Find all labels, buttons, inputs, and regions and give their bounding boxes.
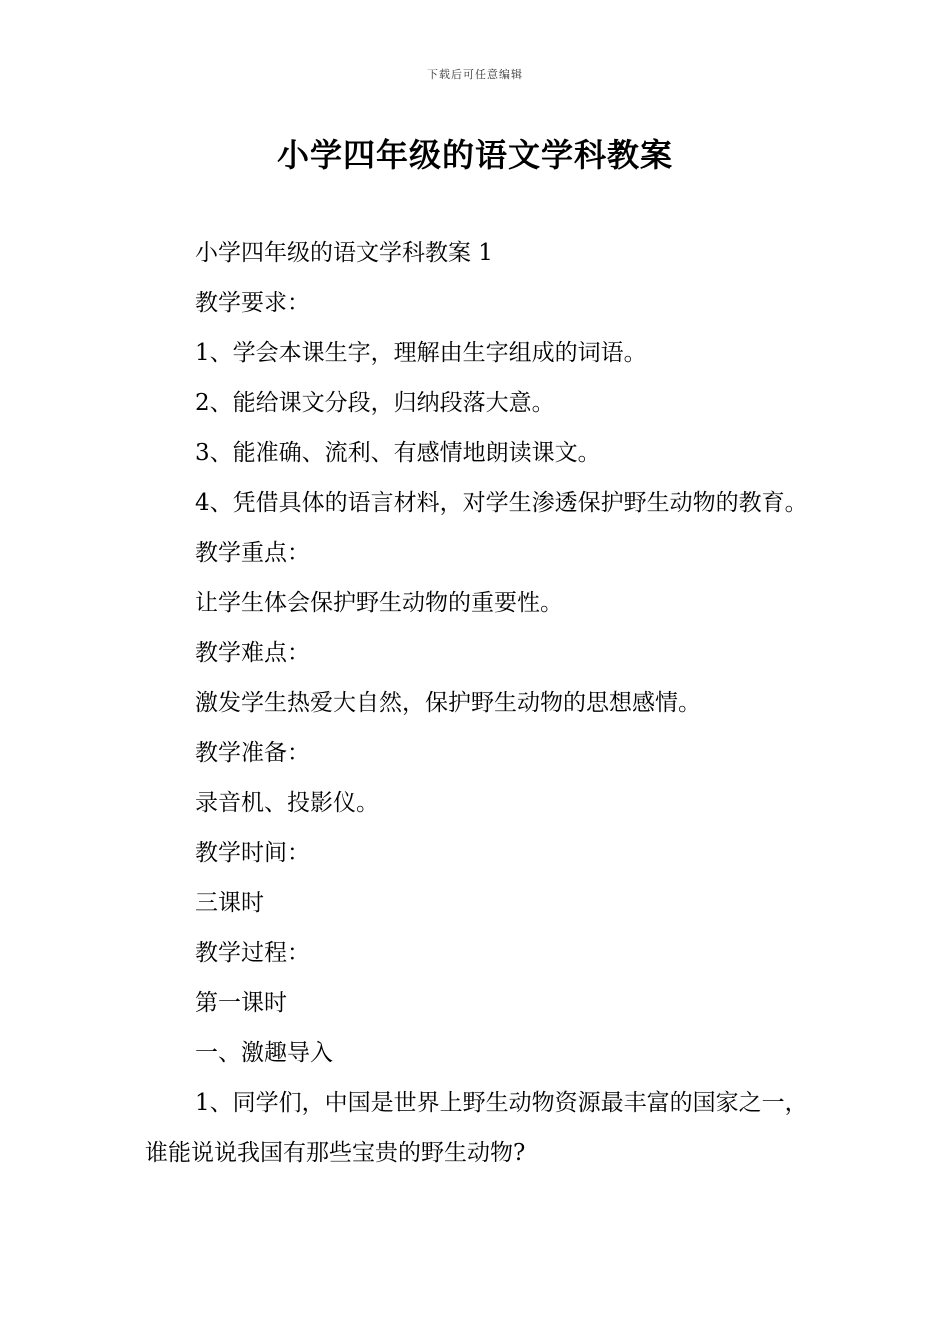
paragraph-lesson-label: 第一课时 <box>195 990 287 1016</box>
paragraph-text: 三课时 <box>195 890 264 916</box>
paragraph-text: 录音机、投影仪。 <box>195 790 379 816</box>
paragraph-section-label: 一、激趣导入 <box>195 1040 333 1066</box>
paragraph-item: 4、凭借具体的语言材料，对学生渗透保护野生动物的教育。 <box>195 490 808 516</box>
paragraph-text: 激发学生热爱大自然，保护野生动物的思想感情。 <box>195 690 701 716</box>
paragraph-heading-difficulties: 教学难点： <box>195 640 310 666</box>
paragraph-item: 1、同学们，中国是世界上野生动物资源最丰富的国家之一，谁能说说我国有那些宝贵的野生动物? <box>145 1090 808 1166</box>
document-title: 小学四年级的语文学科教案 <box>276 136 673 174</box>
paragraph-item: 3、能准确、流利、有感情地朗读课文。 <box>195 440 601 466</box>
paragraph-heading-requirements: 教学要求： <box>195 290 310 316</box>
paragraph-subtitle: 小学四年级的语文学科教案 1 <box>195 240 493 266</box>
paragraph-item: 2、能给课文分段，归纳段落大意。 <box>195 390 555 416</box>
paragraph-heading-time: 教学时间： <box>195 840 310 866</box>
paragraph-heading-preparation: 教学准备： <box>195 740 310 766</box>
paragraph-heading-process: 教学过程： <box>195 940 310 966</box>
document-body <box>145 228 810 1178</box>
paragraph-text: 让学生体会保护野生动物的重要性。 <box>195 590 563 616</box>
paragraph-item: 1、学会本课生字，理解由生字组成的词语。 <box>195 340 647 366</box>
header-note: 下载后可任意编辑 <box>427 68 523 81</box>
paragraph-heading-key-points: 教学重点： <box>195 540 310 566</box>
